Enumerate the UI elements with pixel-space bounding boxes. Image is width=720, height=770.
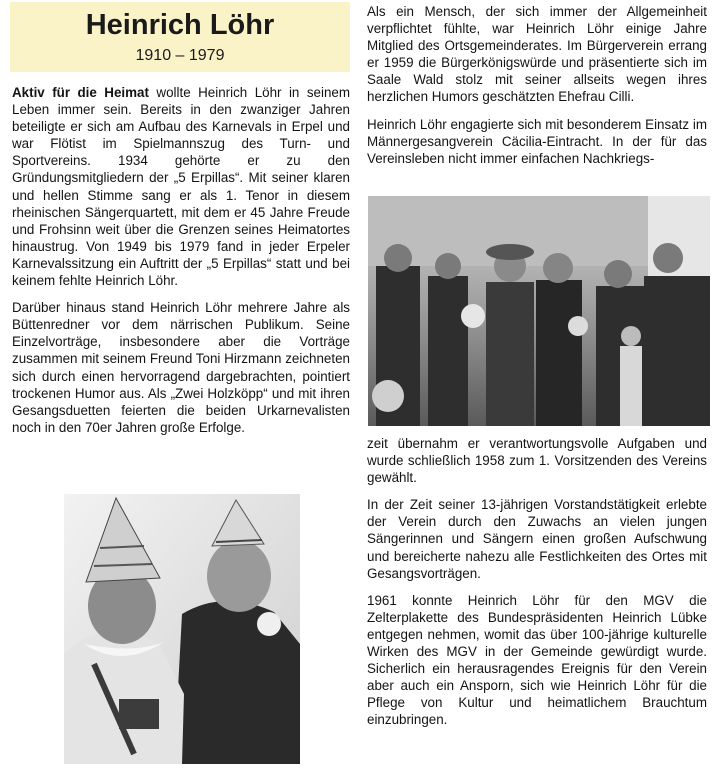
paragraph-gemeinderat: Als ein Mensch, der sich immer der Allgemeinheit verpflichtet fühlte, war Heinrich Löhr einige Jahre Mitglied des Ortsgemeinderates. Im Bürgerverein errang er 1959 die Bürgerkönigswürde und präsentierte sich im Saale Wald stolz mit seiner allseits wegen ihres herzlichen Humors geschätzten Ehefrau Cilli.: [367, 4, 707, 105]
paragraph-vorsitzender: zeit übernahm er verantwortungsvolle Aufgaben und wurde schließlich 1958 zum 1. Vorsitzenden des Vereins gewählt.: [367, 436, 707, 486]
carnival-portrait-image: [64, 494, 300, 764]
paragraph-vorstand: In der Zeit seiner 13-jährigen Vorstandstätigkeit erlebte der Verein durch den Zuwachs an vielen jungen Sängerinnen und Sängern einen großen Aufschwung und bereicherte nahezu alle Festlichkeiten des Ortes mit Gesangsvorträgen.: [367, 497, 707, 581]
carnival-portrait-photo: [64, 494, 300, 764]
left-column: [12, 84, 350, 446]
paragraph-mgv-intro: Heinrich Löhr engagierte sich mit besonderem Einsatz im Männergesangverein Cäcilia-Eintracht. In der für das Vereinsleben nicht immer einfachen Nachkriegs-: [367, 116, 707, 166]
right-column-bottom: [367, 435, 707, 739]
paragraph-heimat: [12, 84, 350, 289]
paragraph-buettenredner: Darüber hinaus stand Heinrich Löhr mehrere Jahre als Büttenredner vor dem närrischen Publikum. Seine Einzelvorträge, insbesondere aber die Vorträge zusammen mit seinem Freund Toni Hirzmann zeichneten sich durch einen hervorragend dargebrachten, pointiert trockenen Humor aus. Als „Zwei Holzköpp“ und mit ihren Gesangsduetten feierten die beiden Urkarnevalisten noch in den 70er Jahren große Erfolge.: [12, 300, 350, 435]
paragraph-zelterplakette: 1961 konnte Heinrich Löhr für den MGV die Zelterplakette des Bundespräsidenten Heinrich Lübke entgegen nehmen, womit das über 100-jährige kulturelle Wirken des MGV in der Gemeinde gewürdigt wurde. Sicherlich ein herausragendes Ereignis für den Verein aber auch ein Ansporn, sich wie Heinrich Löhr für die Pflege von Kultur und heimatlichem Brauchtum einzubringen.: [367, 592, 707, 728]
intro-bold: Aktiv für die Heimat: [12, 85, 149, 100]
right-column-top: [367, 3, 707, 177]
life-years: 1910 – 1979: [135, 47, 225, 64]
page-title: Heinrich Löhr: [85, 9, 275, 41]
group-celebration-photo: [368, 196, 710, 426]
paragraph-heimat-text: wollte Heinrich Löhr in seinem Leben immer sein. Bereits in den zwanziger Jahren beteiligte er sich am Aufbau des Karnevals in Erpel und war Flötist im Spielmannszug des Turn- und Sportvereins. 1934 gehörte er zu den Gründungsmitgliedern der „5 Erpillas“. Mit seiner klaren und hellen Stimme sang er als 1. Tenor in diesem rheinischen Sängerquartett, mit dem er 45 Jahre Freude und Frohsinn weit über die Grenzen seines Heimatortes hinaustrug. Von 1949 bis 1979 fand in jeder Erpeler Karnevalssitzung ein Auftritt der „5 Erpillas“ statt und bei keinem fehlte Heinrich Löhr.: [12, 85, 350, 289]
group-celebration-image: [368, 196, 710, 426]
title-box: [10, 2, 350, 72]
